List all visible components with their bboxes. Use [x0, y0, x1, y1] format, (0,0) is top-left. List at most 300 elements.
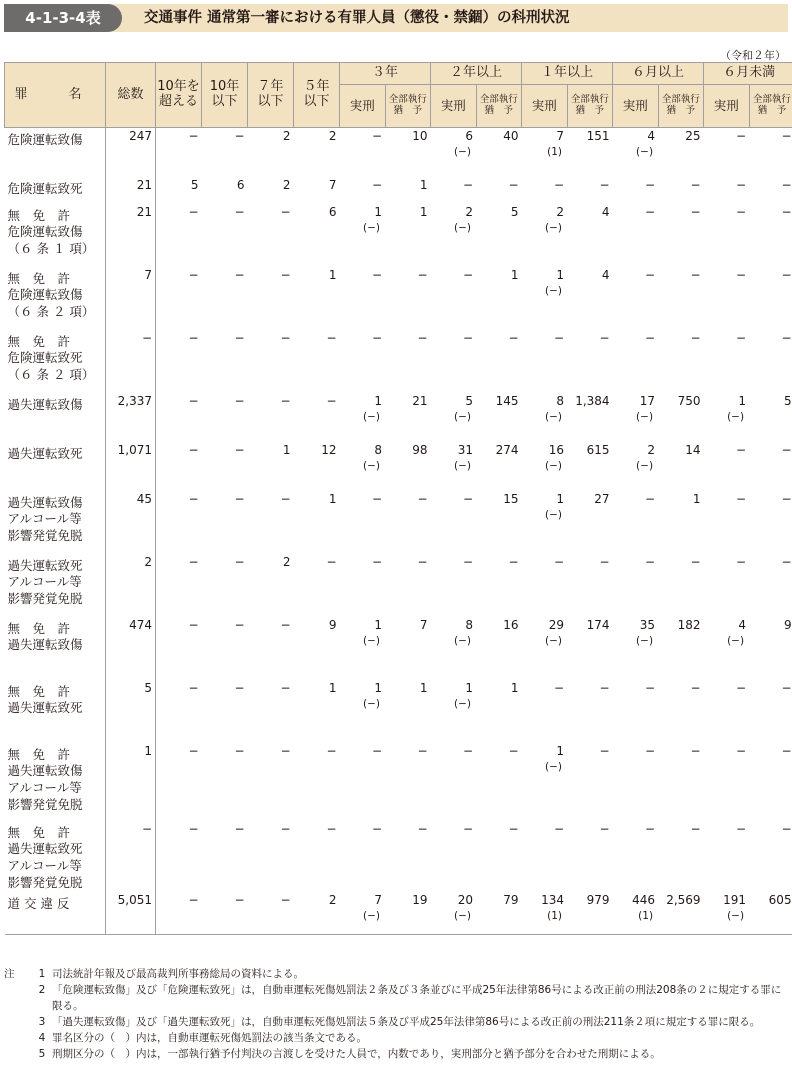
total-cell: 21 — [106, 204, 156, 267]
header-full-suspension: 全部執行 猶 予 — [567, 85, 613, 128]
value-cell: − — [736, 129, 747, 143]
value-cell: − — [234, 442, 245, 457]
value-cell: − — [280, 893, 291, 907]
value-cell: 27 — [594, 491, 610, 506]
value-cell: 12 — [321, 442, 337, 457]
value-cell: − — [188, 442, 199, 457]
value-cell: 6 — [328, 204, 337, 219]
table-row — [5, 554, 792, 617]
value-cell: − — [188, 821, 199, 836]
total-cell: 21 — [106, 177, 156, 204]
value-cell: − — [326, 330, 337, 345]
value-cell: − — [553, 330, 565, 345]
value-cell: − — [644, 743, 656, 758]
partial-suspension-count: (−) — [454, 634, 472, 647]
value-cell: − — [644, 680, 656, 695]
footnote: 4 罪名区分の（ ）内は，自動車運転死傷処罰法の該当条文である。 — [38, 1032, 367, 1044]
value-cell: − — [736, 821, 747, 836]
value-cell: − — [234, 330, 245, 345]
value-cell: 1 — [419, 204, 428, 219]
total-cell: 45 — [106, 491, 156, 554]
total-cell: 7 — [106, 267, 156, 330]
value-cell: − — [188, 330, 199, 345]
value-cell: − — [326, 554, 337, 569]
value-cell: − — [781, 821, 792, 836]
value-cell: − — [736, 743, 747, 758]
value-cell: 7 — [328, 177, 337, 192]
value-cell: 4 — [601, 267, 610, 282]
value-cell: − — [462, 330, 474, 345]
total-cell: 2 — [106, 554, 156, 617]
partial-suspension-count: (−) — [363, 910, 380, 922]
partial-suspension-count: (−) — [636, 410, 654, 423]
crime-name: 無 免 許 過失運転致死 アルコール等 影響発覚免脱 — [5, 821, 106, 893]
value-cell: − — [781, 442, 792, 457]
header-group-6m: ６月以上 — [613, 63, 704, 85]
table-row — [5, 617, 792, 680]
value-cell: − — [417, 821, 428, 836]
value-cell: − — [280, 204, 291, 219]
value-cell: − — [417, 330, 428, 345]
value-cell: 1 (−) — [340, 680, 386, 743]
partial-suspension-count: (−) — [454, 221, 472, 234]
value-cell: − — [690, 330, 701, 345]
value-cell: − — [690, 204, 701, 219]
partial-suspension-count: (−) — [363, 410, 380, 423]
value-cell: 605 — [768, 893, 792, 907]
value-cell: 2 (−) — [431, 204, 477, 267]
value-cell: − — [234, 617, 245, 632]
table-row — [5, 680, 792, 743]
footnote: 5 刑期区分の（ ）内は，一部執行猶予付判決の言渡しを受けた人員で，内数であり，実刑部分と猶予部分を合わせた刑期による。 — [38, 1048, 661, 1060]
header-jikkei: 実刑 — [431, 85, 477, 128]
value-cell: 8 (−) — [431, 617, 477, 680]
value-cell: − — [553, 680, 565, 695]
value-cell: 14 — [685, 442, 701, 457]
value-cell: − — [690, 554, 701, 569]
value-cell: 1 — [328, 267, 337, 282]
table-row — [5, 491, 792, 554]
value-cell: 79 — [503, 893, 519, 907]
value-cell: − — [690, 821, 701, 836]
value-cell: − — [690, 177, 701, 192]
value-cell: − — [462, 491, 474, 506]
value-cell: − — [781, 743, 792, 758]
crime-name: 無 免 許 危険運転致傷 （６ 条 ２ 項） — [5, 267, 106, 330]
value-cell: 7 (−) — [340, 892, 386, 934]
table-row — [5, 892, 792, 934]
value-cell: 35 (−) — [613, 617, 659, 680]
total-cell: − — [106, 821, 156, 893]
header-full-suspension: 全部執行 猶 予 — [658, 85, 704, 128]
value-cell: − — [599, 821, 610, 836]
value-cell: 98 — [412, 442, 428, 457]
value-cell: − — [280, 680, 291, 695]
partial-suspension-count: (−) — [727, 410, 745, 423]
value-cell: − — [417, 491, 428, 506]
value-cell: 1 — [282, 442, 291, 457]
value-cell: 8 (−) — [522, 393, 568, 442]
footnotes — [4, 966, 788, 1062]
value-cell: 191 (−) — [704, 892, 750, 934]
footnote: 2 「危険運転致傷」及び「危険運転致死」は，自動車運転死傷処罰法２条及び３条並びに平成25年法律第86号による改正前の刑法208条の２に規定する罪に限る。 — [38, 984, 782, 1012]
value-cell: − — [781, 129, 792, 143]
table-row — [5, 267, 792, 330]
value-cell: 6 — [236, 177, 245, 192]
value-cell: − — [553, 821, 565, 836]
partial-suspension-count: (−) — [545, 221, 563, 234]
total-cell: 247 — [106, 128, 156, 177]
crime-name: 無 免 許 過失運転致傷 アルコール等 影響発覚免脱 — [5, 743, 106, 821]
value-cell: − — [736, 267, 747, 282]
value-cell: 2 — [282, 554, 291, 569]
value-cell: − — [234, 491, 245, 506]
value-cell: − — [644, 554, 656, 569]
value-cell: 4 — [601, 204, 610, 219]
value-cell: 750 — [677, 393, 701, 408]
value-cell: − — [234, 204, 245, 219]
header-group-lt6m: ６月未満 — [704, 63, 792, 85]
header-group-1y: １年以上 — [522, 63, 613, 85]
header-le10: 10年 以下 — [202, 63, 248, 128]
value-cell: − — [188, 743, 199, 758]
value-cell: − — [188, 617, 199, 632]
partial-suspension-count: (−) — [545, 410, 563, 423]
value-cell: − — [462, 743, 474, 758]
value-cell: − — [234, 821, 245, 836]
value-cell: − — [188, 267, 199, 282]
table-row — [5, 330, 792, 393]
value-cell: 7 (1) — [522, 128, 568, 177]
value-cell: − — [781, 330, 792, 345]
value-cell: − — [188, 893, 199, 907]
header-group-3y: ３年 — [340, 63, 431, 85]
header-full-suspension: 全部執行 猶 予 — [749, 85, 792, 128]
value-cell: − — [736, 442, 747, 457]
value-cell: − — [736, 177, 747, 192]
header-group-2y: ２年以上 — [431, 63, 522, 85]
value-cell: 16 (−) — [522, 442, 568, 491]
value-cell: 40 — [503, 129, 519, 143]
total-cell: 1 — [106, 743, 156, 821]
value-cell: 1 — [510, 680, 519, 695]
value-cell: − — [326, 743, 337, 758]
crime-name: 危険運転致死 — [5, 177, 106, 204]
value-cell: − — [234, 393, 245, 408]
value-cell: 1 (−) — [522, 267, 568, 330]
value-cell: − — [599, 680, 610, 695]
value-cell: − — [462, 267, 474, 282]
value-cell: 446 (1) — [613, 892, 659, 934]
total-cell: 5 — [106, 680, 156, 743]
value-cell: − — [326, 393, 337, 408]
value-cell: 1 — [419, 177, 428, 192]
value-cell: 20 (−) — [431, 892, 477, 934]
table-row — [5, 177, 792, 204]
header-le7: ７年 以下 — [248, 63, 294, 128]
value-cell: − — [644, 821, 656, 836]
value-cell: 1 (−) — [522, 743, 568, 821]
partial-suspension-count: (−) — [454, 459, 472, 472]
crime-name: 過失運転致死 アルコール等 影響発覚免脱 — [5, 554, 106, 617]
partial-suspension-count: (−) — [454, 146, 472, 158]
value-cell: − — [188, 204, 199, 219]
value-cell: 5 — [510, 204, 519, 219]
value-cell: 979 — [586, 893, 610, 907]
partial-suspension-count: (−) — [454, 910, 472, 922]
value-cell: 1 — [328, 491, 337, 506]
value-cell: − — [234, 129, 245, 143]
value-cell: − — [644, 204, 656, 219]
value-cell: 1 — [328, 680, 337, 695]
value-cell: 2 — [282, 129, 291, 143]
value-cell: − — [371, 129, 382, 143]
value-cell: − — [781, 554, 792, 569]
value-cell: 2 (−) — [522, 204, 568, 267]
value-cell: − — [508, 177, 519, 192]
value-cell: 7 — [419, 617, 428, 632]
value-cell: − — [736, 491, 747, 506]
header-crime: 罪 名 — [5, 63, 106, 128]
value-cell: − — [644, 491, 656, 506]
value-cell: − — [280, 393, 291, 408]
value-cell: − — [690, 680, 701, 695]
value-cell: − — [188, 129, 199, 143]
partial-suspension-count: (−) — [727, 910, 745, 922]
value-cell: − — [736, 554, 747, 569]
header-jikkei: 実刑 — [340, 85, 386, 128]
value-cell: − — [188, 680, 199, 695]
value-cell: − — [280, 743, 291, 758]
value-cell: 5 (−) — [431, 393, 477, 442]
value-cell: 2 — [328, 893, 337, 907]
value-cell: − — [690, 743, 701, 758]
crime-name: 無 免 許 危険運転致傷 （６ 条 １ 項） — [5, 204, 106, 267]
value-cell: 1 (−) — [340, 204, 386, 267]
value-cell: − — [599, 177, 610, 192]
partial-suspension-count: (−) — [545, 459, 563, 472]
value-cell: 2 — [282, 177, 291, 192]
header-jikkei: 実刑 — [613, 85, 659, 128]
value-cell: 17 (−) — [613, 393, 659, 442]
total-cell: − — [106, 330, 156, 393]
value-cell: − — [234, 267, 245, 282]
header-le5: ５年 以下 — [294, 63, 340, 128]
partial-suspension-count: (−) — [636, 146, 654, 158]
value-cell: − — [781, 267, 792, 282]
value-cell: 134 (1) — [522, 892, 568, 934]
value-cell: − — [690, 267, 701, 282]
footnote: 3 「過失運転致傷」及び「過失運転致死」は，自動車運転死傷処罰法５条及び平成25年法律第86号による改正前の刑法211条２項に規定する罪に限る。 — [38, 1016, 761, 1028]
total-cell: 1,071 — [106, 442, 156, 491]
value-cell: 1 (−) — [431, 680, 477, 743]
partial-suspension-count: (−) — [545, 634, 563, 647]
table-row — [5, 821, 792, 893]
value-cell: 1 — [510, 267, 519, 282]
value-cell: − — [371, 330, 382, 345]
value-cell: − — [326, 821, 337, 836]
value-cell: 174 — [586, 617, 610, 632]
value-cell: − — [781, 491, 792, 506]
value-cell: − — [280, 821, 291, 836]
partial-suspension-count: (−) — [363, 697, 380, 710]
value-cell: − — [417, 743, 428, 758]
value-cell: 31 (−) — [431, 442, 477, 491]
value-cell: 15 — [503, 491, 519, 506]
value-cell: 145 — [495, 393, 519, 408]
value-cell: 5 — [783, 393, 792, 408]
value-cell: − — [234, 743, 245, 758]
value-cell: − — [462, 821, 474, 836]
partial-suspension-count: (−) — [363, 634, 380, 647]
value-cell: − — [188, 393, 199, 408]
value-cell: − — [736, 204, 747, 219]
value-cell: 1 (−) — [340, 393, 386, 442]
partial-suspension-count: (1) — [547, 910, 563, 922]
value-cell: 4 (−) — [704, 617, 750, 680]
header-total: 総数 — [106, 63, 156, 128]
value-cell: − — [599, 554, 610, 569]
value-cell: 29 (−) — [522, 617, 568, 680]
value-cell: 10 — [412, 129, 428, 143]
value-cell: − — [417, 267, 428, 282]
total-cell: 474 — [106, 617, 156, 680]
crime-name: 過失運転致傷 アルコール等 影響発覚免脱 — [5, 491, 106, 554]
partial-suspension-count: (−) — [636, 634, 654, 647]
value-cell: 1 — [419, 680, 428, 695]
header-jikkei: 実刑 — [522, 85, 568, 128]
value-cell: − — [644, 267, 656, 282]
value-cell: − — [508, 554, 519, 569]
value-cell: − — [234, 893, 245, 907]
partial-suspension-count: (−) — [454, 697, 472, 710]
title-bar — [4, 4, 788, 32]
crime-name: 無 免 許 過失運転致死 — [5, 680, 106, 743]
value-cell: − — [736, 330, 747, 345]
total-cell: 2,337 — [106, 393, 156, 442]
crime-name: 無 免 許 過失運転致傷 — [5, 617, 106, 680]
value-cell: − — [188, 491, 199, 506]
value-cell: − — [462, 177, 474, 192]
value-cell: 2 (−) — [613, 442, 659, 491]
value-cell: − — [417, 554, 428, 569]
value-cell: 1,384 — [575, 393, 610, 408]
partial-suspension-count: (−) — [545, 760, 563, 773]
value-cell: 2 — [328, 129, 337, 143]
value-cell: 9 — [783, 617, 792, 632]
header-over10: 10年を 超える — [156, 63, 202, 128]
table-row — [5, 442, 792, 491]
total-cell: 5,051 — [106, 892, 156, 934]
header-jikkei: 実刑 — [704, 85, 750, 128]
header-full-suspension: 全部執行 猶 予 — [476, 85, 522, 128]
value-cell: − — [781, 204, 792, 219]
table-row — [5, 128, 792, 177]
crime-name: 道 交 違 反 — [5, 892, 106, 934]
value-cell: − — [371, 821, 382, 836]
value-cell: 25 — [685, 129, 701, 143]
partial-suspension-count: (−) — [727, 634, 745, 647]
table-row — [5, 743, 792, 821]
value-cell: 5 — [190, 177, 199, 192]
value-cell: − — [188, 554, 199, 569]
value-cell: 21 — [412, 393, 428, 408]
table-row — [5, 204, 792, 267]
value-cell: 19 — [412, 893, 428, 907]
sentencing-table — [4, 62, 792, 935]
value-cell: − — [234, 554, 245, 569]
value-cell: − — [508, 743, 519, 758]
value-cell: − — [280, 491, 291, 506]
partial-suspension-count: (−) — [545, 508, 563, 521]
value-cell: − — [599, 330, 610, 345]
value-cell: 4 (−) — [613, 128, 659, 177]
value-cell: 6 (−) — [431, 128, 477, 177]
value-cell: − — [371, 491, 382, 506]
table-title: 交通事件 通常第一審における有罪人員（懲役・禁錮）の科刑状況 — [144, 10, 570, 26]
value-cell: 1 — [692, 491, 701, 506]
value-cell: − — [280, 330, 291, 345]
header-full-suspension: 全部執行 猶 予 — [385, 85, 431, 128]
partial-suspension-count: (−) — [545, 284, 563, 297]
partial-suspension-count: (−) — [363, 221, 380, 234]
value-cell: − — [371, 743, 382, 758]
value-cell: 151 — [586, 129, 610, 143]
table-row — [5, 393, 792, 442]
value-cell: − — [781, 680, 792, 695]
value-cell: − — [508, 330, 519, 345]
crime-name: 過失運転致死 — [5, 442, 106, 491]
value-cell: 2,569 — [666, 893, 701, 907]
value-cell: 1 (−) — [522, 491, 568, 554]
value-cell: − — [644, 330, 656, 345]
partial-suspension-count: (1) — [547, 146, 563, 158]
value-cell: − — [736, 680, 747, 695]
partial-suspension-count: (−) — [636, 459, 654, 472]
value-cell: − — [553, 177, 565, 192]
value-cell: − — [462, 554, 474, 569]
value-cell: 1 (−) — [704, 393, 750, 442]
value-cell: 9 — [328, 617, 337, 632]
value-cell: − — [553, 554, 565, 569]
partial-suspension-count: (−) — [363, 459, 380, 472]
value-cell: − — [280, 617, 291, 632]
crime-name: 無 免 許 危険運転致死 （６ 条 ２ 項） — [5, 330, 106, 393]
value-cell: 8 (−) — [340, 442, 386, 491]
era-label: （令和２年） — [720, 49, 786, 62]
value-cell: − — [599, 743, 610, 758]
footnote: 注 1 司法統計年報及び最高裁判所事務総局の資料による。 — [4, 968, 304, 980]
crime-name: 危険運転致傷 — [5, 128, 106, 177]
value-cell: − — [280, 267, 291, 282]
value-cell: − — [508, 821, 519, 836]
value-cell: 615 — [586, 442, 610, 457]
value-cell: − — [371, 267, 382, 282]
crime-name: 過失運転致傷 — [5, 393, 106, 442]
partial-suspension-count: (1) — [638, 910, 654, 922]
value-cell: 1 (−) — [340, 617, 386, 680]
value-cell: 274 — [495, 442, 519, 457]
value-cell: − — [781, 177, 792, 192]
value-cell: − — [644, 177, 656, 192]
table-number-badge: 4-1-3-4表 — [4, 4, 122, 32]
value-cell: 182 — [677, 617, 701, 632]
partial-suspension-count: (−) — [454, 410, 472, 423]
value-cell: − — [234, 680, 245, 695]
value-cell: 16 — [503, 617, 519, 632]
value-cell: − — [371, 177, 382, 192]
value-cell: − — [371, 554, 382, 569]
